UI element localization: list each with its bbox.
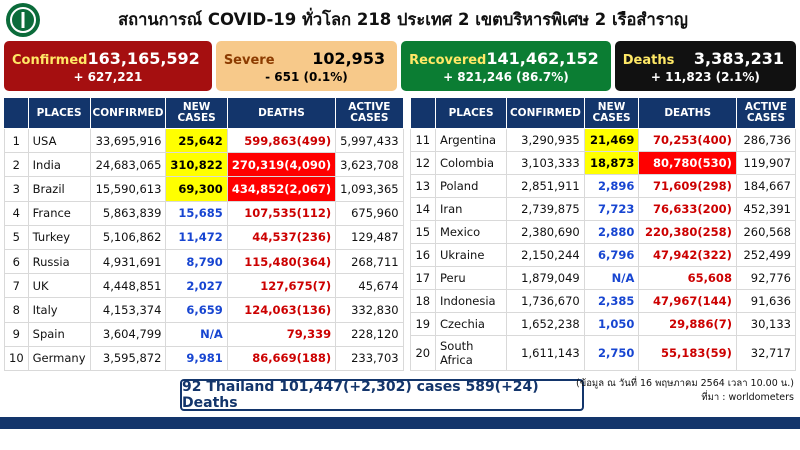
cell-deaths: 434,852(2,067)	[227, 177, 335, 201]
cell-confirmed: 1,611,143	[507, 336, 585, 371]
col-new-cases: NEW CASES	[584, 98, 639, 129]
cell-rank: 14	[410, 198, 435, 221]
cell-place: Italy	[28, 298, 90, 322]
cell-rank: 7	[5, 274, 29, 298]
table-header-row	[410, 98, 795, 129]
cell-deaths: 44,537(236)	[227, 225, 335, 249]
cell-new-cases: 2,027	[166, 274, 227, 298]
cell-active-cases: 332,830	[336, 298, 404, 322]
col-places: PLACES	[28, 98, 90, 129]
table-row	[410, 313, 795, 336]
cell-place: Mexico	[435, 221, 506, 244]
cell-confirmed: 3,604,799	[90, 322, 166, 346]
cell-confirmed: 3,103,333	[507, 152, 585, 175]
cell-place: Brazil	[28, 177, 90, 201]
cell-deaths: 29,886(7)	[639, 313, 737, 336]
table-row	[5, 249, 404, 273]
cell-deaths: 86,669(188)	[227, 346, 335, 370]
cell-active-cases: 228,120	[336, 322, 404, 346]
cell-rank: 5	[5, 225, 29, 249]
cell-confirmed: 15,590,613	[90, 177, 166, 201]
summary-card-confirmed	[4, 41, 212, 91]
cell-place: Colombia	[435, 152, 506, 175]
cell-rank: 3	[5, 177, 29, 201]
cell-confirmed: 4,153,374	[90, 298, 166, 322]
col-active-cases: ACTIVE CASES	[336, 98, 404, 129]
cell-deaths: 76,633(200)	[639, 198, 737, 221]
table-row	[5, 322, 404, 346]
summary-boxes	[0, 41, 800, 91]
cell-new-cases: 7,723	[584, 198, 639, 221]
cell-active-cases: 119,907	[736, 152, 795, 175]
cell-active-cases: 92,776	[736, 267, 795, 290]
cell-rank: 9	[5, 322, 29, 346]
col-rank	[5, 98, 29, 129]
table-row	[5, 129, 404, 153]
col-active-cases: ACTIVE CASES	[736, 98, 795, 129]
cell-place: Iran	[435, 198, 506, 221]
cell-place: Ukraine	[435, 244, 506, 267]
cell-deaths: 70,253(400)	[639, 129, 737, 152]
cell-deaths: 47,942(322)	[639, 244, 737, 267]
source-attribution: ที่มา : worldometers	[701, 392, 794, 404]
cell-deaths: 115,480(364)	[227, 249, 335, 273]
cell-confirmed: 1,736,670	[507, 290, 585, 313]
cell-new-cases: 18,873	[584, 152, 639, 175]
cell-active-cases: 452,391	[736, 198, 795, 221]
table-row	[5, 153, 404, 177]
cell-active-cases: 1,093,365	[336, 177, 404, 201]
cell-confirmed: 5,106,862	[90, 225, 166, 249]
cell-place: France	[28, 201, 90, 225]
cell-confirmed: 33,695,916	[90, 129, 166, 153]
cell-confirmed: 4,448,851	[90, 274, 166, 298]
cell-deaths: 107,535(112)	[227, 201, 335, 225]
cell-place: Russia	[28, 249, 90, 273]
cell-deaths: 220,380(258)	[639, 221, 737, 244]
cell-place: Indonesia	[435, 290, 506, 313]
cell-deaths: 47,967(144)	[639, 290, 737, 313]
bottom-bar	[0, 417, 800, 429]
summary-label-severe: Severe	[223, 52, 275, 68]
cell-new-cases: 11,472	[166, 225, 227, 249]
table-row	[410, 290, 795, 313]
summary-card-severe	[216, 41, 397, 91]
table-row	[5, 346, 404, 370]
cell-rank: 8	[5, 298, 29, 322]
cell-confirmed: 3,595,872	[90, 346, 166, 370]
table-row	[5, 201, 404, 225]
page-header	[0, 0, 800, 40]
cell-confirmed: 3,290,935	[507, 129, 585, 152]
cell-rank: 18	[410, 290, 435, 313]
cell-place: India	[28, 153, 90, 177]
cell-new-cases: 1,050	[584, 313, 639, 336]
cell-confirmed: 1,879,049	[507, 267, 585, 290]
summary-delta-recovered: + 821,246 (86.7%)	[443, 69, 569, 84]
cell-rank: 4	[5, 201, 29, 225]
cell-new-cases: 310,822	[166, 153, 227, 177]
cell-new-cases: N/A	[584, 267, 639, 290]
cell-place: USA	[28, 129, 90, 153]
cell-active-cases: 260,568	[736, 221, 795, 244]
cell-new-cases: 21,469	[584, 129, 639, 152]
cell-active-cases: 91,636	[736, 290, 795, 313]
col-new-cases: NEW CASES	[166, 98, 227, 129]
col-places: PLACES	[435, 98, 506, 129]
table-row	[410, 221, 795, 244]
cell-deaths: 127,675(7)	[227, 274, 335, 298]
cell-place: Czechia	[435, 313, 506, 336]
summary-delta-confirmed: + 627,221	[73, 69, 143, 84]
cell-new-cases: 15,685	[166, 201, 227, 225]
cell-active-cases: 286,736	[736, 129, 795, 152]
table-header-row	[5, 98, 404, 129]
col-confirmed: CONFIRMED	[90, 98, 166, 129]
cell-place: South Africa	[435, 336, 506, 371]
cell-new-cases: 2,880	[584, 221, 639, 244]
table-row	[410, 152, 795, 175]
cell-rank: 15	[410, 221, 435, 244]
cell-confirmed: 1,652,238	[507, 313, 585, 336]
cell-deaths: 55,183(59)	[639, 336, 737, 371]
cell-confirmed: 5,863,839	[90, 201, 166, 225]
cell-deaths: 599,863(499)	[227, 129, 335, 153]
cell-active-cases: 233,703	[336, 346, 404, 370]
country-table-right	[410, 97, 796, 371]
cell-active-cases: 45,674	[336, 274, 404, 298]
cell-rank: 11	[410, 129, 435, 152]
source-date: (ข้อมูล ณ วันที่ 16 พฤษภาคม 2564 เวลา 10.00 น.)	[576, 378, 794, 390]
cell-place: Turkey	[28, 225, 90, 249]
cell-place: Poland	[435, 175, 506, 198]
cell-confirmed: 2,380,690	[507, 221, 585, 244]
table-row	[410, 244, 795, 267]
table-row	[410, 267, 795, 290]
cell-rank: 13	[410, 175, 435, 198]
summary-value-confirmed: 163,165,592	[87, 48, 200, 68]
cell-active-cases: 5,997,433	[336, 129, 404, 153]
table-row	[410, 129, 795, 152]
summary-value-recovered: 141,462,152	[486, 48, 599, 68]
cell-new-cases: 25,642	[166, 129, 227, 153]
summary-delta-severe: - 651 (0.1%)	[265, 69, 348, 84]
cell-active-cases: 30,133	[736, 313, 795, 336]
cell-active-cases: 252,499	[736, 244, 795, 267]
cell-rank: 16	[410, 244, 435, 267]
country-tables	[0, 91, 800, 371]
cell-active-cases: 3,623,708	[336, 153, 404, 177]
cell-confirmed: 24,683,065	[90, 153, 166, 177]
cell-confirmed: 2,150,244	[507, 244, 585, 267]
table-row	[5, 274, 404, 298]
cell-new-cases: 8,790	[166, 249, 227, 273]
cell-new-cases: 2,750	[584, 336, 639, 371]
cell-place: Spain	[28, 322, 90, 346]
cell-active-cases: 129,487	[336, 225, 404, 249]
cell-new-cases: 69,300	[166, 177, 227, 201]
table-row	[5, 177, 404, 201]
cell-confirmed: 2,851,911	[507, 175, 585, 198]
cell-deaths: 270,319(4,090)	[227, 153, 335, 177]
cell-place: Argentina	[435, 129, 506, 152]
source-note	[576, 377, 794, 406]
cell-rank: 6	[5, 249, 29, 273]
cell-new-cases: 2,896	[584, 175, 639, 198]
cell-deaths: 80,780(530)	[639, 152, 737, 175]
table-row	[5, 298, 404, 322]
summary-value-deaths: 3,383,231	[693, 48, 784, 68]
summary-label-confirmed: Confirmed	[12, 52, 88, 68]
page-footer	[0, 377, 800, 429]
cell-new-cases: 6,796	[584, 244, 639, 267]
cell-confirmed: 2,739,875	[507, 198, 585, 221]
cell-place: Peru	[435, 267, 506, 290]
summary-card-recovered	[401, 41, 611, 91]
cell-rank: 10	[5, 346, 29, 370]
cell-rank: 12	[410, 152, 435, 175]
cell-new-cases: 9,981	[166, 346, 227, 370]
col-rank	[410, 98, 435, 129]
cell-rank: 1	[5, 129, 29, 153]
cell-rank: 20	[410, 336, 435, 371]
country-table-left	[4, 97, 404, 371]
cell-deaths: 124,063(136)	[227, 298, 335, 322]
summary-delta-deaths: + 11,823 (2.1%)	[650, 69, 760, 84]
col-deaths: DEATHS	[227, 98, 335, 129]
table-row	[5, 225, 404, 249]
cell-deaths: 79,339	[227, 322, 335, 346]
cell-deaths: 71,609(298)	[639, 175, 737, 198]
cell-new-cases: N/A	[166, 322, 227, 346]
summary-value-severe: 102,953	[312, 48, 386, 68]
cell-deaths: 65,608	[639, 267, 737, 290]
col-confirmed: CONFIRMED	[507, 98, 585, 129]
cell-active-cases: 184,667	[736, 175, 795, 198]
cell-active-cases: 268,711	[336, 249, 404, 273]
summary-label-recovered: Recovered	[409, 52, 487, 68]
cell-new-cases: 2,385	[584, 290, 639, 313]
col-deaths: DEATHS	[639, 98, 737, 129]
ministry-of-public-health-logo-icon	[6, 3, 40, 37]
cell-rank: 19	[410, 313, 435, 336]
summary-label-deaths: Deaths	[622, 52, 675, 68]
table-row	[410, 336, 795, 371]
cell-rank: 2	[5, 153, 29, 177]
table-row	[410, 175, 795, 198]
cell-active-cases: 32,717	[736, 336, 795, 371]
cell-rank: 17	[410, 267, 435, 290]
cell-place: UK	[28, 274, 90, 298]
thailand-summary: 92 Thailand 101,447(+2,302) cases 589(+24) Deaths	[180, 379, 584, 411]
cell-active-cases: 675,960	[336, 201, 404, 225]
table-row	[410, 198, 795, 221]
summary-card-deaths	[615, 41, 796, 91]
page-title: สถานการณ์ COVID-19 ทั่วโลก 218 ประเทศ 2 เขตบริหารพิเศษ 2 เรือสำราญ	[118, 10, 688, 29]
cell-confirmed: 4,931,691	[90, 249, 166, 273]
cell-place: Germany	[28, 346, 90, 370]
cell-new-cases: 6,659	[166, 298, 227, 322]
